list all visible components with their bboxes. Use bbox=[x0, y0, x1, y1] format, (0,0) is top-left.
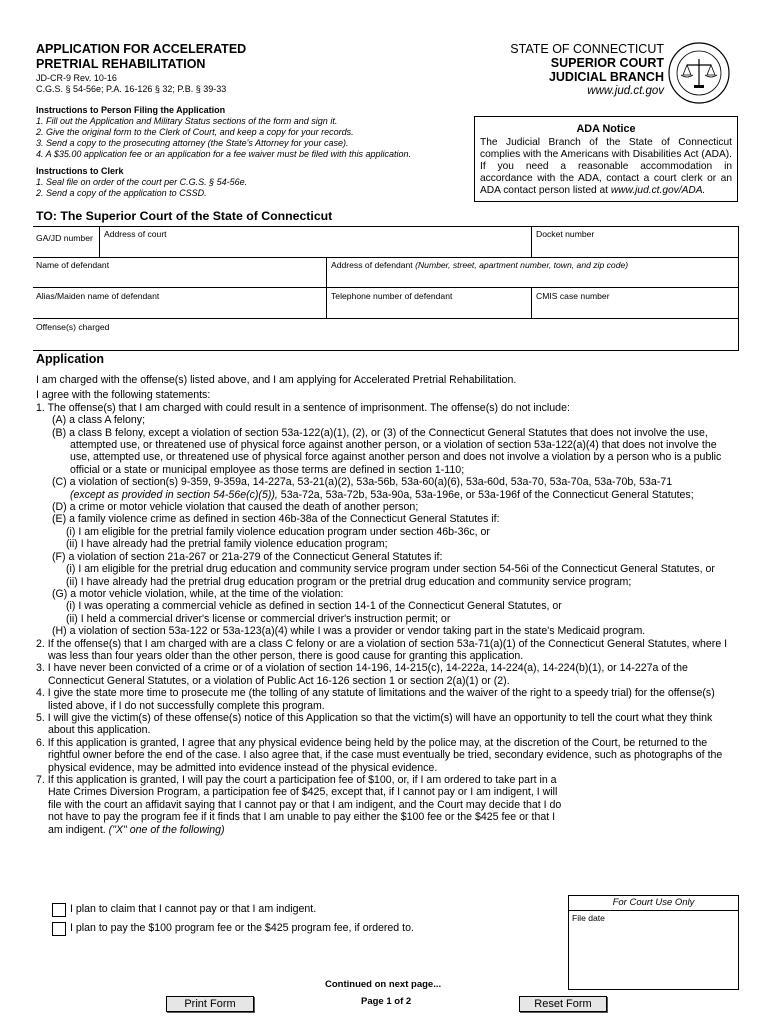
page-number: Page 1 of 2 bbox=[361, 996, 412, 1007]
state-seal-icon bbox=[667, 41, 731, 105]
exclusion-b: (B) a class B felony, except a violation of section 53a-122(a)(1), (2), or (3) of the Connecticut General Statutes that does not involve the use, attempted use, or threatened use of physical force against another person, or a violation of section 53a-122(a)(4) that does not involve the use, attempted use, or threatened use of physical force against another person and does not involve a violation by a person who is a public official or a state or municipal employee as those terms are defined in section 1-110; bbox=[52, 426, 722, 476]
print-form-button[interactable]: Print Form bbox=[166, 996, 254, 1012]
docket-number-label: Docket number bbox=[536, 229, 595, 239]
exclusion-g: (G) a motor vehicle violation, while, at the time of the violation: bbox=[52, 587, 344, 600]
exclusion-c: (C) a violation of section(s) 9-359, 9-359a, 14-227a, 53-21(a)(2), 53a-56b, 53a-60(a)(6), 53a-60d, 53a-70, 53a-70a, 53a-70b, 53a-71 bbox=[52, 476, 673, 489]
statement-7: 7. If this application is granted, I will pay the court a participation fee of $100, or, if I am ordered to take part in a Hate Crimes Diversion Program, a participation fee of $425, except that, if I cannot pay or I am indigent, I will file with the court an affidavit saying that I cannot pay or that I am indigent, and the Court may decide that I do not have to pay the program fee if it finds that I am unable to pay either the $100 fee or the $425 fee or that I am indigent. bbox=[36, 774, 562, 836]
exclusion-e-ii: (ii) I have already had the pretrial family violence education program; bbox=[66, 538, 388, 551]
defendant-address-text: Address of defendant bbox=[331, 260, 413, 270]
instruction-item: 2. Send a copy of the application to CSSD. bbox=[36, 188, 207, 198]
court-address-label: Address of court bbox=[104, 229, 167, 239]
statement-3: 3. I have never been convicted of a crime or of a violation of section 14-196, 14-215(c), 14-222a, 14-224(a), 14-224(b)(1), or 14-227a of the Connecticut General Statutes, or a violation of Public Act 16-126 section 1 or section 2(a)(1) or (2). bbox=[36, 662, 688, 687]
file-date-label: File date bbox=[572, 913, 605, 923]
telephone-label: Telephone number of defendant bbox=[331, 291, 453, 301]
divider bbox=[33, 257, 739, 258]
instruction-item: 2. Give the original form to the Clerk of Court, and keep a copy for your records. bbox=[36, 127, 354, 137]
exclusion-g-ii: (ii) I held a commercial driver's license or commercial driver's instruction permit; or bbox=[66, 612, 451, 625]
statement-4: 4. I give the state more time to prosecute me (the tolling of any statute of limitations and the waiver of the right to a speedy trial) for the offense(s) listed above, if I do not successfully complete this program. bbox=[36, 687, 715, 712]
gajd-number-label: GA/JD number bbox=[36, 233, 93, 243]
statement-2: 2. If the offense(s) that I am charged with are a class C felony or are a violation of section 53a-71(a)(1) of the Connecticut General Statutes, where I was less than four years older than the other person, there is good cause for granting this application. bbox=[36, 637, 728, 662]
instructions-filer bbox=[36, 105, 466, 160]
divider bbox=[33, 350, 739, 351]
intro: I agree with the following statements: bbox=[36, 389, 211, 402]
continued-note: Continued on next page... bbox=[325, 979, 442, 990]
cannot-pay-checkbox[interactable] bbox=[52, 903, 66, 917]
exclusion-a: (A) a class A felony; bbox=[52, 414, 146, 427]
exclusion-e-i: (i) I am eligible for the pretrial family violence education program under section 46b-36c, or bbox=[66, 525, 490, 538]
court-name: SUPERIOR COURT bbox=[550, 56, 664, 70]
intro: I am charged with the offense(s) listed above, and I am applying for Accelerated Pretrial Rehabilitation. bbox=[36, 374, 517, 386]
statement-6: 6. If this application is granted, I agree that any physical evidence being held by the police may, at the discretion of the Court, be returned to the rightful owner before the end of the case. I also agree that, if the case must eventually be tried, secondary evidence, such as photographs of the physical evidence, may be admitted into evidence instead of the physical evidence. bbox=[36, 736, 723, 774]
statement-5: 5. I will give the victim(s) of these offense(s) notice of this Application so that the victim(s) will have an opportunity to tell the court what they think about this application. bbox=[36, 711, 713, 737]
instructions-clerk-heading: Instructions to Clerk bbox=[36, 166, 124, 176]
exclusion-f: (F) a violation of section 21a-267 or 21a-279 of the Connecticut General Statutes if: bbox=[52, 550, 443, 563]
statement-1: 1. The offense(s) that I am charged with could result in a sentence of imprisonment. The offense(s) do not include: bbox=[36, 401, 570, 414]
reset-form-button[interactable]: Reset Form bbox=[519, 996, 607, 1012]
will-pay-label: I plan to pay the $100 program fee or the $425 program fee, if ordered to. bbox=[70, 922, 414, 934]
ada-link[interactable]: www.jud.ct.gov/ADA. bbox=[610, 185, 706, 196]
form-title-line1: APPLICATION FOR ACCELERATED bbox=[36, 42, 247, 56]
exclusion-g-i: (i) I was operating a commercial vehicle as defined in section 14-1 of the Connecticut General Statutes, or bbox=[66, 600, 562, 613]
court-use-box bbox=[568, 895, 739, 990]
alias-label: Alias/Maiden name of defendant bbox=[36, 291, 160, 301]
offenses-label: Offense(s) charged bbox=[36, 322, 110, 332]
form-id: JD-CR-9 Rev. 10-16 bbox=[36, 73, 117, 83]
exclusion-f-ii: (ii) I have already had the pretrial drug education program or the pretrial drug education and community service program; bbox=[66, 575, 632, 588]
website: www.jud.ct.gov bbox=[587, 85, 664, 97]
statement-7-note: ("X" one of the following) bbox=[105, 823, 225, 836]
cannot-pay-label: I plan to claim that I cannot pay or that I am indigent. bbox=[70, 903, 317, 915]
instruction-item: 4. A $35.00 application fee or an application for a fee waiver must be filed with this application. bbox=[36, 149, 412, 159]
exclusion-h: (H) a violation of section 53a-122 or 53a-123(a)(4) while I was a provider or vendor taking part in the state's Medicaid program. bbox=[52, 625, 646, 638]
exclusion-d: (D) a crime or motor vehicle violation that caused the death of another person; bbox=[52, 501, 419, 514]
court-use-heading: For Court Use Only bbox=[569, 896, 738, 911]
to-line: TO: The Superior Court of the State of Connecticut bbox=[36, 209, 333, 223]
ada-notice bbox=[474, 116, 738, 202]
instructions-clerk bbox=[36, 166, 466, 199]
exclusion-c-note: (except as provided in section 54-56e(c)(5)), bbox=[70, 488, 278, 501]
application-body bbox=[36, 374, 738, 836]
form-title-line2: PRETRIAL REHABILITATION bbox=[36, 57, 206, 71]
divider bbox=[33, 226, 739, 227]
instruction-item: 1. Seal file on order of the court per C.G.S. § 54-56e. bbox=[36, 177, 248, 187]
cmis-number-label: CMIS case number bbox=[536, 291, 610, 301]
defendant-address-hint: (Number, street, apartment number, town, and zip code) bbox=[415, 260, 629, 270]
exclusion-c-rest: 53a-72a, 53a-72b, 53a-90a, 53a-196e, or 53a-196f of the Connecticut General Statutes; bbox=[277, 488, 694, 501]
defendant-address-label bbox=[331, 260, 628, 270]
will-pay-checkbox[interactable] bbox=[52, 922, 66, 936]
statutes: C.G.S. § 54-56e; P.A. 16-126 § 32; P.B. § 39-33 bbox=[36, 84, 227, 94]
defendant-name-label: Name of defendant bbox=[36, 260, 110, 270]
state-name: STATE OF CONNECTICUT bbox=[510, 42, 664, 56]
application-heading: Application bbox=[36, 352, 105, 366]
divider bbox=[326, 257, 327, 318]
divider bbox=[531, 226, 532, 257]
divider bbox=[99, 226, 100, 257]
instructions-filer-heading: Instructions to Person Filing the Application bbox=[36, 105, 226, 115]
ada-heading: ADA Notice bbox=[576, 123, 636, 135]
divider bbox=[33, 287, 739, 288]
divider bbox=[33, 318, 739, 319]
branch-name: JUDICIAL BRANCH bbox=[548, 70, 664, 84]
divider bbox=[531, 287, 532, 318]
exclusion-f-i: (i) I am eligible for the pretrial drug education and community service program under section 54-56i of the Connecticut General Statutes, or bbox=[66, 563, 715, 576]
ada-text: The Judicial Branch of the State of Connecticut complies with the Americans with Disabilities Act (ADA). If you need a reasonable accommodation in accordance with the ADA, contact a court clerk or an ADA contact person listed at bbox=[480, 137, 732, 196]
instruction-item: 1. Fill out the Application and Military Status sections of the form and sign it. bbox=[36, 116, 338, 126]
divider bbox=[738, 226, 739, 350]
exclusion-e: (E) a family violence crime as defined in section 46b-38a of the Connecticut General Statutes if: bbox=[52, 513, 500, 526]
instruction-item: 3. Send a copy to the prosecuting attorney (the State's Attorney for your case). bbox=[36, 138, 349, 148]
